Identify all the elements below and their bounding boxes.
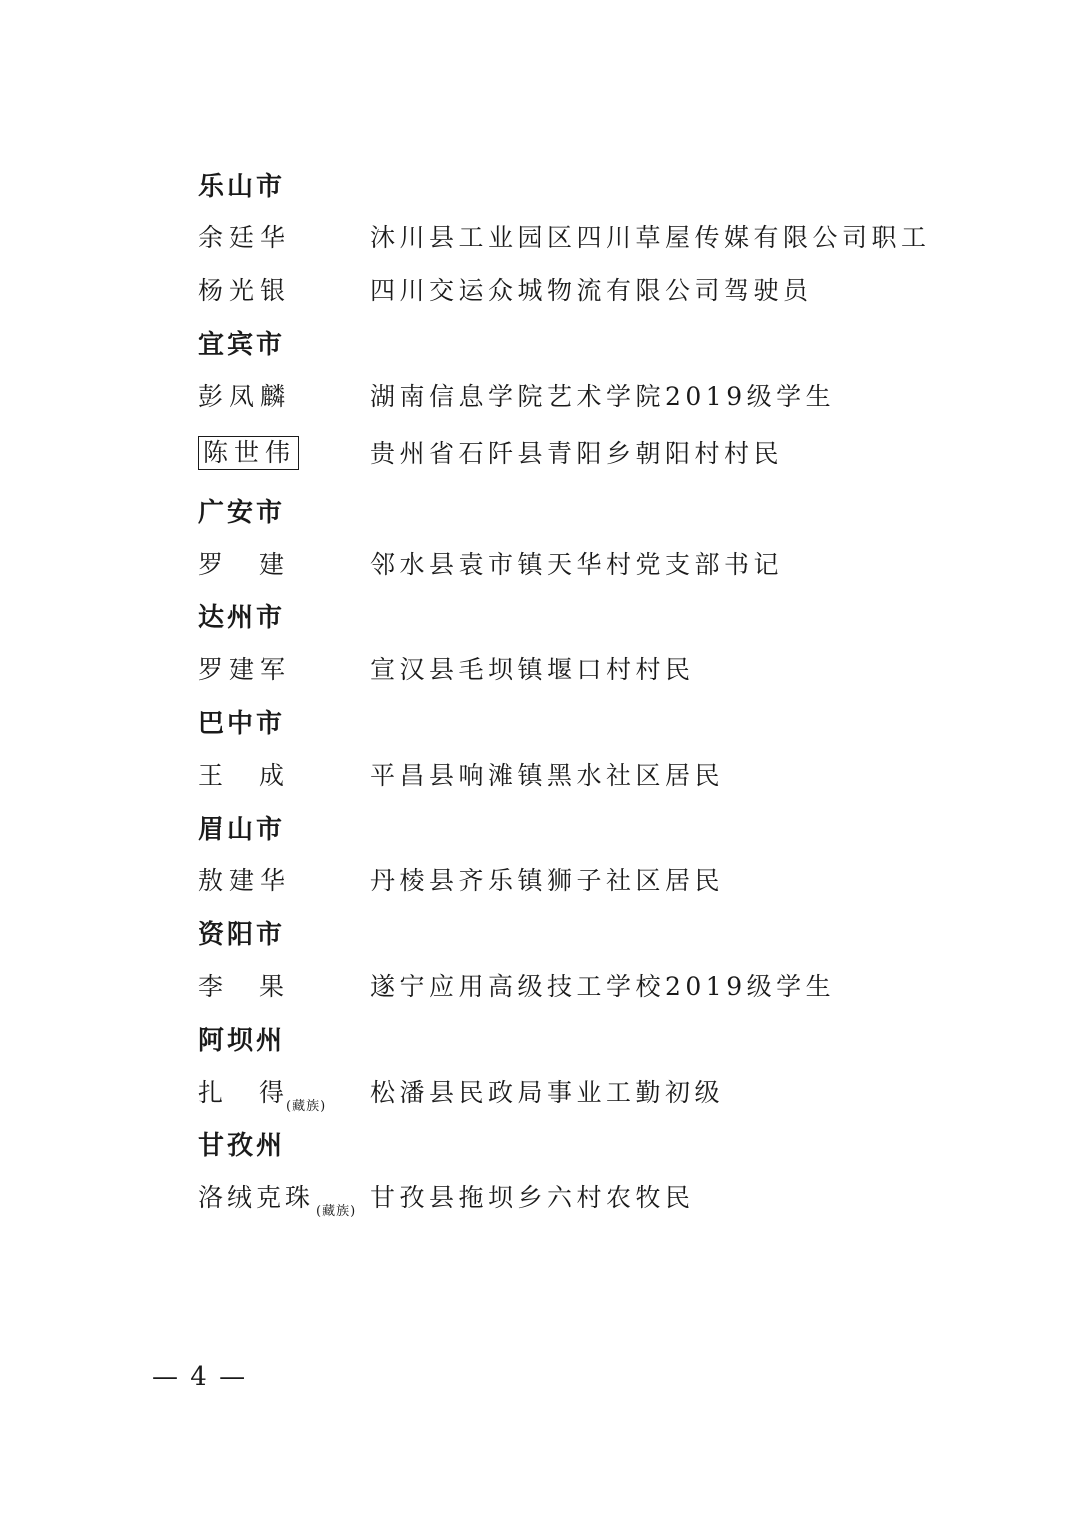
person-name: 敖建华 [198,866,292,895]
name-char: 建 [259,550,285,579]
ethnicity-note: (藏族) [316,1204,357,1219]
person-name [198,1077,326,1114]
person-name-boxed: 陈世伟 [198,436,299,470]
list-item [0,865,1080,905]
person-name [198,760,284,792]
list-item [0,275,1080,315]
name-char: 果 [259,972,285,1001]
person-description: 甘孜县拖坝乡六村农牧民 [370,1183,695,1212]
person-name [198,549,284,581]
person-description: 宣汉县毛坝镇堰口村村民 [370,655,695,684]
list-item [0,438,1080,478]
city-heading: 甘孜州 [198,1131,286,1161]
name-char: 成 [259,761,285,790]
name-char: 李 [198,972,224,1001]
city-heading: 巴中市 [198,709,286,739]
ethnicity-note: (藏族) [286,1099,327,1114]
list-item [0,1077,1080,1117]
list-item [0,1182,1080,1222]
person-name [198,971,284,1003]
person-name: 彭凤麟 [198,382,292,411]
name-char: 罗 [198,550,224,579]
city-heading: 宜宾市 [198,330,286,360]
list-item [0,760,1080,800]
name-char: 王 [198,761,224,790]
page-number: — 4 — [152,1362,248,1392]
list-item [0,381,1080,421]
person-description: 丹棱县齐乐镇狮子社区居民 [370,866,725,895]
city-heading: 资阳市 [198,920,286,950]
person-name [198,1182,356,1219]
person-description: 沐川县工业园区四川草屋传媒有限公司职工 [370,223,931,252]
person-description: 湖南信息学院艺术学院2019级学生 [370,382,836,411]
list-item [0,654,1080,694]
city-heading: 眉山市 [198,815,286,845]
city-heading: 广安市 [198,498,286,528]
person-description: 四川交运众城物流有限公司驾驶员 [370,276,813,305]
city-heading: 阿坝州 [198,1026,286,1056]
city-heading: 乐山市 [198,172,286,202]
person-description: 遂宁应用高级技工学校2019级学生 [370,972,836,1001]
person-name: 余廷华 [198,223,292,252]
person-description: 邻水县袁市镇天华村党支部书记 [370,550,784,579]
list-item [0,971,1080,1011]
person-description: 贵州省石阡县青阳乡朝阳村村民 [370,439,784,468]
person-description: 平昌县响滩镇黑水社区居民 [370,761,725,790]
person-description: 松潘县民政局事业工勤初级 [370,1078,725,1107]
name-char: 得 [259,1078,285,1107]
list-item [0,549,1080,589]
person-name: 杨光银 [198,276,292,305]
list-item [0,222,1080,262]
name-text: 洛绒克珠 [198,1183,315,1212]
city-heading: 达州市 [198,603,286,633]
person-name: 罗建军 [198,655,292,684]
name-char: 扎 [198,1078,224,1107]
